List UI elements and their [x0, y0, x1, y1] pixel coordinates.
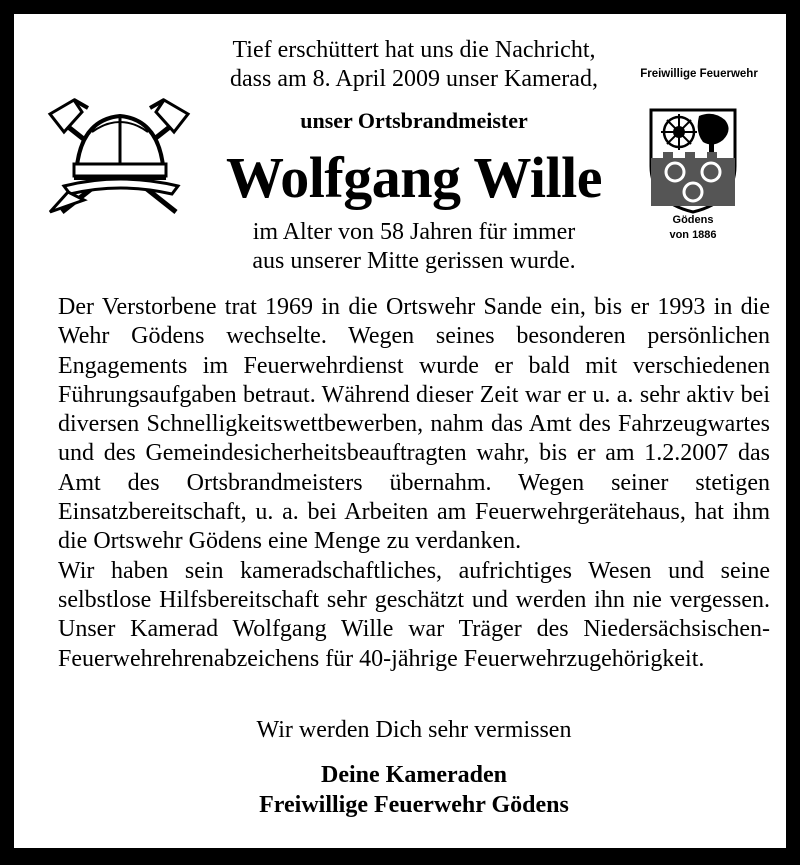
crest-title: Freiwillige Feuerwehr [640, 68, 758, 80]
intro-line-2: dass am 8. April 2009 unser Kamerad, [230, 66, 598, 92]
age-line-1: im Alter von 58 Jahren für immer [252, 219, 576, 245]
crest-year: von 1886 [669, 229, 717, 241]
biography-text [58, 293, 770, 674]
deceased-name: Wolfgang Wille [226, 145, 602, 210]
biography-paragraph-2: Wir haben sein kameradschaftliches, aufrichtiges Wesen und seine selbstlose Hilfsbereitschaft sehr geschätzt und werden ihn nie vergessen. Unser Kamerad Wolfgang Wille war Träger des Niedersächsischen- Feuerwehrehrenabzeichens für 40-jährige Feuerwehrzugehörigkeit. [58, 557, 770, 672]
age-text [204, 218, 624, 276]
obituary-notice [14, 14, 786, 848]
crest-place: Gödens [672, 214, 714, 226]
age-line-2: aus unserer Mitte gerissen wurde. [252, 248, 576, 274]
farewell-line: Wir werden Dich sehr vermissen [256, 717, 572, 743]
intro-text [204, 36, 624, 94]
rank-subtitle: unser Ortsbrandmeister [300, 108, 528, 133]
intro-line-1: Tief erschüttert hat uns die Nachricht, [232, 37, 596, 63]
signature-line-1: Deine Kameraden [321, 762, 507, 788]
biography-paragraph-1: Der Verstorbene trat 1969 in die Ortswehr Sande ein, bis er 1993 in die Wehr Gödens wechselte. Wegen seines besonderen persönlichen Engagements im Feuerwehrdienst wurde er bald mit verschiedenen Führungsaufgaben betraut. Während dieser Zeit war er u. a. sehr aktiv bei diversen Schnelligkeitswettbewerben, nahm das Amt des Fahrzeugwartes und des Gemeindesicherheitsbeauftragten wahr, bis er am 1.2.2007 das Amt des Ortsbrandmeisters übernahm. Wegen seiner stetigen Einsatzbereitschaft, u. a. bei Arbeiten am Feuerwehrgerätehaus, hat ihm die Ortswehr Gödens eine Menge zu verdanken. [58, 294, 770, 555]
signature-line-2: Freiwillige Feuerwehr Gödens [259, 792, 569, 818]
goedens-coat-of-arms-icon [643, 106, 743, 216]
